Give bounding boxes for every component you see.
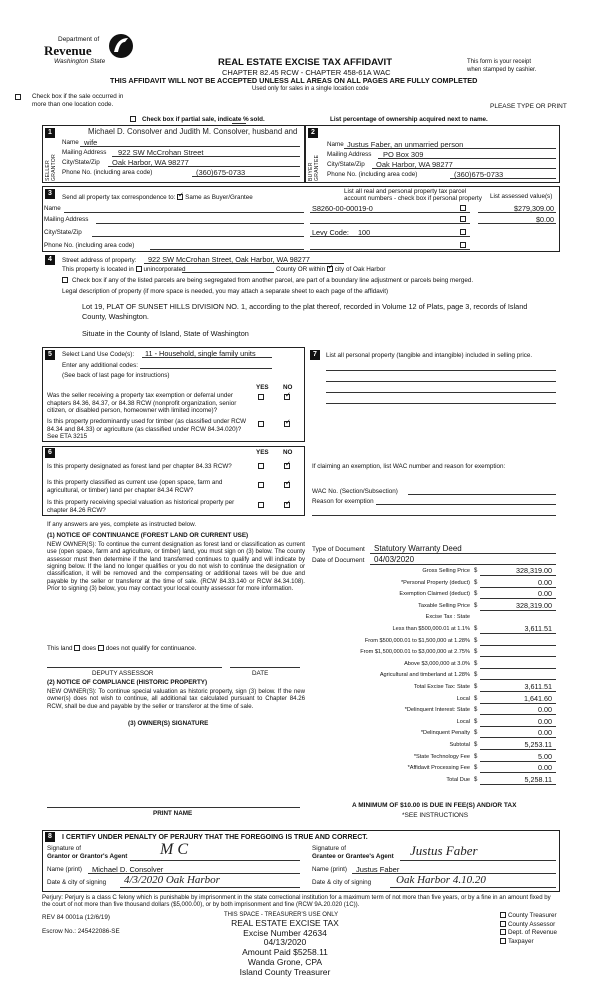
sec5-question-1: Was the seller receiving a property tax exemption or deferral under chapters 84.36, 84.37, or 84.38 RCW (nonprofit organization, senior citizen, or disabled person, homeowner with limited income)? [47, 392, 237, 415]
grantor-date-city[interactable]: 4/3/2020 Oak Harbor [124, 874, 220, 886]
notice-1-text: NEW OWNER(S): To continue the current designation as forest land or classification as current use (open space, farm and agriculture, or timber) land, you must sign on (3) below. The county assessor must then determine if the land transferred continues to qualify and will indicate by signing below. If the land no longer qualifies or you do not wish to continue the designation or classification, it will be removed and the compensating or additional taxes will be due and payable by the seller or transferor at the time of sale. (RCW 84.33.140 or RCW 84.34.108). Prior to signing (3) below, you may contact your local county assessor for more information. [47, 541, 305, 592]
seller-name-value[interactable]: Michael D. Consolver and Judith M. Consolver, husband and [88, 127, 298, 136]
buyer-city-value[interactable]: Oak Harbor, WA 98277 [376, 160, 453, 169]
seller-phone-label: Phone No. (including area code) [62, 169, 153, 176]
stamp-line-3: 04/13/2020 [263, 937, 307, 948]
partial-sale-checkbox[interactable] [130, 116, 136, 122]
section-4-badge: 4 [45, 255, 55, 265]
escrow-number: Escrow No.: 245422086-SE [42, 928, 120, 935]
tax-row-label: Excise Tax : State [425, 614, 470, 621]
buyer-name-label: Name [327, 141, 344, 148]
grantor-signature[interactable]: M C [160, 841, 188, 858]
section-5-badge: 5 [45, 350, 55, 360]
sec5-q2-yes[interactable] [258, 421, 264, 427]
agency-label: Revenue [44, 43, 92, 58]
corr-mailing-label: Mailing Address [44, 216, 89, 223]
rev-number: REV 84 0001a (12/6/19) [42, 914, 110, 921]
tax-row-currency: $ [474, 579, 478, 586]
copy-distribution [500, 912, 557, 946]
tax-row-currency: $ [474, 730, 478, 737]
tax-row-value[interactable]: 0.00 [538, 577, 552, 587]
tax-row-currency: $ [474, 684, 478, 690]
segregated-checkbox[interactable] [62, 277, 68, 283]
stamp-line-1: REAL ESTATE EXCISE TAX [231, 918, 339, 928]
tax-row-currency: $ [474, 672, 478, 679]
sec6-q3-yes[interactable] [258, 502, 264, 508]
located-line [62, 266, 186, 274]
land-use-value[interactable]: 11 - Household, single family units [145, 349, 256, 358]
sec6-no-header: NO [283, 449, 293, 456]
grantee-print-label: Name (print) [312, 866, 347, 873]
levy-code-label: Levy Code: [312, 228, 349, 237]
tax-row-currency: $ [474, 753, 478, 760]
grantee-date-city[interactable]: Oak Harbor 4.10.20 [396, 874, 486, 886]
parcel-number[interactable]: S8260-00-00019-0 [312, 204, 373, 213]
tax-row-value[interactable]: 0.00 [538, 589, 552, 599]
situate-text[interactable]: Situate in the County of Island, State of Washington [82, 329, 249, 338]
doc-type-label: Type of Document [312, 546, 365, 553]
grantee-print-name[interactable]: Justus Faber [356, 865, 400, 874]
tax-row-label: Agricultural and timberland at 1.28% [379, 672, 470, 679]
grantor-print-name[interactable]: Michael D. Consolver [92, 865, 164, 874]
tax-row-value[interactable]: 1,641.60 [524, 693, 552, 703]
legal-desc-2[interactable]: County, Washington. [82, 312, 149, 321]
tax-row-value[interactable]: 5,253.11 [524, 740, 552, 749]
tax-row-label: Exemption Claimed (deduct) [399, 591, 470, 598]
tax-row-label: Subtotal [449, 742, 470, 748]
tax-row-label: From $1,500,000.01 to $3,000,000 at 2.75% [360, 649, 470, 656]
copy-taxpayer-checkbox[interactable] [500, 938, 506, 944]
form-chapters: CHAPTER 82.45 RCW - CHAPTER 458-61A WAC [222, 68, 391, 77]
tax-row-label: *Delinquent Interest: State [404, 707, 470, 714]
within-line [276, 266, 386, 274]
unincorporated-label: unincorporated [143, 266, 186, 273]
ownership-label: List percentage of ownership acquired next to name. [330, 116, 488, 123]
parcel-4-personal-checkbox[interactable] [460, 242, 466, 248]
parcel-1-personal-checkbox[interactable] [460, 205, 466, 211]
does-not-label: does not qualify for continuance. [105, 645, 197, 652]
notice-2-title: (2) NOTICE OF COMPLIANCE (HISTORIC PROPERTY) [47, 679, 208, 686]
grantee-sig-label-2: Grantee or Grantee's Agent [312, 853, 394, 860]
land-does-line [47, 645, 196, 653]
section-3-badge: 3 [45, 189, 55, 199]
sec6-q3-no[interactable] [284, 502, 290, 508]
sec6-yes-header: YES [256, 449, 269, 456]
seller-mailing-value[interactable]: 922 SW McCrohan Street [118, 148, 204, 157]
partial-sold-label: sold. [250, 116, 265, 123]
parcels-header-1: List all real and personal property tax parcel [344, 188, 467, 195]
sec6-q2-yes[interactable] [258, 482, 264, 488]
legal-desc-1[interactable]: Lot 19, PLAT OF SUNSET HILLS DIVISION NO. 1, according to the plat thereof, recorded in Volume 12 of Plats, page 3, records of Island [82, 302, 528, 311]
notice-1-title: (1) NOTICE OF CONTINUANCE (FOREST LAND OR CURRENT USE) [47, 532, 249, 539]
street-address-value[interactable]: 922 SW McCrohan Street, Oak Harbor, WA 98277 [148, 255, 310, 264]
copy-dept-revenue: Dept. of Revenue [508, 929, 558, 936]
tax-row-currency: $ [474, 776, 478, 783]
sec5-q2-no[interactable] [284, 421, 290, 427]
used-only: Used only for sales in a single location code [252, 86, 369, 92]
tax-row-label: *Delinquent Penalty [420, 730, 470, 737]
tax-row-label: Less than $500,000.01 at 1.1% [392, 626, 470, 632]
send-correspondence-label [62, 194, 253, 202]
parcels-header-2: account numbers - check box if personal property [344, 195, 482, 202]
deputy-assessor-label: DEPUTY ASSESSOR [92, 670, 154, 677]
tax-row-label: *Affidavit Processing Fee [407, 765, 470, 772]
owner-signature-label: (3) OWNER(S) SIGNATURE [128, 720, 209, 727]
legal-desc-label: Legal description of property (if more space is needed, you may attach a separate sheet to each page of the affidavit) [62, 288, 389, 295]
seller-phone-value[interactable]: (360)675-0733 [196, 168, 246, 177]
send-correspondence-text: Send all property tax correspondence to: [62, 194, 176, 201]
copy-taxpayer: Taxpayer [508, 937, 534, 945]
same-as-buyer-checkbox[interactable] [177, 194, 183, 200]
tax-row-value[interactable]: 0.00 [538, 763, 552, 773]
tax-row-value[interactable]: 3,611.51 [524, 682, 552, 691]
personal-property-label: List all personal property (tangible and intangible) included in selling price. [326, 352, 533, 359]
grantor-sig-label-1: Signature of [47, 845, 81, 852]
form-title: REAL ESTATE EXCISE TAX AFFIDAVIT [218, 57, 393, 68]
sec5-no-header: NO [283, 384, 293, 391]
tax-row-currency: $ [474, 649, 478, 656]
minimum-note: A MINIMUM OF $10.00 IS DUE IN FEE(S) AND/OR TAX [352, 802, 517, 809]
tax-row-label: Local [456, 695, 470, 702]
tax-row-label: Total Due [446, 776, 470, 783]
corr-phone-label: Phone No. (including area code) [44, 242, 135, 249]
certify-text: I CERTIFY UNDER PENALTY OF PERJURY THAT THE FOREGOING IS TRUE AND CORRECT. [62, 834, 368, 841]
additional-codes-label: Enter any additional codes: [62, 362, 138, 369]
partial-sale-label: Check box if partial sale, indicate % [142, 116, 249, 123]
notice-2-text: NEW OWNER(S): To continue special valuation as historic property, sign (3) below. If the new owner(s) does not wish to continue, all additional tax calculated pursuant to Chapter 84.26 RCW, shall be due and payable by the seller or transferor at the time of sale. [47, 688, 305, 710]
grantee-signature[interactable]: Justus Faber [410, 843, 478, 858]
does-checkbox[interactable] [74, 645, 80, 651]
parcel-2-personal-checkbox[interactable] [460, 216, 466, 222]
tax-row-label: Gross Selling Price [422, 568, 470, 574]
corr-name-label: Name [44, 205, 61, 212]
tax-row-value[interactable]: 5,258.11 [524, 774, 552, 784]
parcel-3-personal-checkbox[interactable] [460, 229, 466, 235]
buyer-mailing-label: Mailing Address [327, 151, 372, 158]
does-label: does [82, 645, 96, 652]
city-of-label: city of Oak Harbor [334, 266, 386, 273]
assessed-value-2[interactable]: $0.00 [536, 215, 554, 224]
tax-row-currency: $ [474, 602, 478, 609]
doc-date-value[interactable]: 04/03/2020 [374, 555, 415, 564]
tax-row-currency: $ [474, 591, 478, 598]
tax-row-currency: $ [474, 765, 478, 772]
doc-type-value[interactable]: Statutory Warranty Deed [374, 544, 462, 553]
receipt-note-1: This form is your receipt [467, 59, 532, 65]
treasurer-only: THIS SPACE - TREASURER'S USE ONLY [224, 912, 339, 918]
treasurer-stamp [180, 919, 390, 977]
receipt-note-2: when stamped by cashier. [467, 67, 537, 73]
buyer-city-label: City/State/Zip [327, 161, 365, 168]
sec6-q1-no[interactable] [284, 463, 290, 469]
section-7-badge: 7 [310, 350, 320, 360]
land-label: This land [47, 645, 73, 652]
tax-row-label: *State Technology Fee [413, 753, 470, 760]
please-type: PLEASE TYPE OR PRINT [490, 103, 567, 110]
see-back-label: (See back of last page for instructions) [62, 372, 170, 379]
sec6-question-2: Is this property classified as current use (open space, farm and agricultural, or timber) land per chapter 84.34 RCW? [47, 479, 223, 494]
perjury-text: Perjury: Perjury is a class C felony which is punishable by imprisonment in the state correctional institution for a maximum term of not more than five years, or by a fine in an amount fixed by the court of not more than five thousand dollars ($5,000.00), or by both imprisonment and fine (RCW 9A.20.020 (1C)). [42, 894, 551, 909]
section-2-badge: 2 [308, 128, 318, 138]
tax-row-currency: $ [474, 568, 478, 574]
tax-row-value[interactable]: 3,611.51 [524, 624, 552, 633]
sec6-q1-yes[interactable] [258, 463, 264, 469]
revenue-logo-icon [108, 32, 134, 60]
levy-code-value[interactable]: 100 [358, 228, 371, 237]
corr-city-label: City/State/Zip [44, 229, 82, 236]
buyer-name-value[interactable]: Justus Faber, an unmarried person [347, 140, 464, 149]
see-instructions: *SEE INSTRUCTIONS [402, 812, 469, 819]
segregated-label: Check box if any of the listed parcels are being segregated from another parcel, are part of a boundary line adjustment or parcels being merged. [72, 277, 474, 284]
sec6-question-3: Is this property receiving special valuation as historical property per chapter 84.26 RCW? [47, 499, 235, 514]
state-label: Washington State [54, 58, 106, 65]
tax-row-value[interactable]: 328,319.00 [516, 566, 552, 575]
grantor-print-label: Name (print) [47, 866, 82, 873]
seller-city-value[interactable]: Oak Harbor, WA 98277 [112, 158, 189, 167]
buyer-side-label: BUYER GRANTEE [308, 154, 320, 181]
stamp-line-6: Island County Treasurer [239, 966, 331, 977]
grantor-date-label: Date & city of signing [47, 879, 107, 886]
sec5-q1-yes[interactable] [258, 394, 264, 400]
tax-row-value[interactable]: 5.00 [538, 751, 552, 761]
multi-location-label-2: more than one location code. [32, 101, 114, 108]
unincorporated-checkbox[interactable] [136, 266, 142, 272]
exemption-label: If claiming an exemption, list WAC number and reason for exemption: [312, 463, 506, 470]
copy-county-assessor-checkbox[interactable] [500, 921, 506, 927]
stamp-line-2: Excise Number 42634 [243, 927, 327, 938]
section-6-badge: 6 [45, 448, 55, 458]
tax-row-currency: $ [474, 718, 478, 725]
county-or-label: County OR within [276, 266, 325, 273]
sec6-q2-no[interactable] [284, 482, 290, 488]
tax-row-value[interactable]: 328,319.00 [516, 600, 552, 610]
copy-dept-revenue-checkbox[interactable] [500, 929, 506, 935]
seller-city-label: City/State/Zip [62, 159, 100, 166]
tax-row-label: *Personal Property (deduct) [400, 579, 470, 586]
tax-row-label: Above $3,000,000 at 3.0% [404, 660, 470, 667]
tax-row-label: Local [456, 718, 470, 725]
seller-name-2[interactable]: wife [84, 138, 98, 147]
doc-date-label: Date of Document [312, 557, 365, 564]
print-name-label: PRINT NAME [153, 810, 193, 817]
tax-row-label: Total Excise Tax: State [413, 684, 470, 690]
section-8-badge: 8 [45, 832, 55, 842]
same-as-buyer-label: Same as Buyer/Grantee [185, 194, 253, 201]
tax-row-label: From $500,000.01 to $1,500,000 at 1.28% [364, 637, 470, 644]
stamp-line-4: Amount Paid $5258.11 [242, 947, 328, 958]
assessed-header: List assessed value(s) [490, 193, 553, 200]
located-label: This property is located in [62, 266, 134, 273]
copy-county-assessor: County Assessor [508, 920, 556, 928]
any-yes-note: If any answers are yes, complete as instructed below. [47, 521, 197, 528]
wac-label: WAC No. (Section/Subsection) [312, 488, 398, 495]
buyer-phone-label: Phone No. (including area code) [327, 171, 418, 178]
does-not-checkbox[interactable] [98, 645, 104, 651]
tax-row-currency: $ [474, 695, 478, 702]
deputy-date-label: DATE [252, 670, 269, 677]
buyer-mailing-value[interactable]: PO Box 309 [383, 150, 424, 159]
multi-location-label-1: Check box if the sale occurred in [32, 93, 124, 100]
tax-row-value[interactable]: 0.00 [538, 705, 552, 715]
section-1-badge: 1 [45, 128, 55, 138]
copy-county-treasurer-checkbox[interactable] [500, 912, 506, 918]
sec5-yes-header: YES [256, 384, 269, 391]
seller-name-label: Name [62, 139, 79, 146]
tax-row-value[interactable]: 0.00 [538, 716, 552, 726]
tax-row-currency: $ [474, 637, 478, 644]
tax-row-label: Taxable Selling Price [418, 602, 470, 609]
sec5-q1-no[interactable] [284, 394, 290, 400]
revenue-logo [44, 34, 134, 70]
sec6-question-1: Is this property designated as forest land per chapter 84.33 RCW? [47, 463, 232, 470]
assessed-value-1[interactable]: $279,309.00 [514, 204, 554, 213]
copy-county-treasurer: County Treasurer [508, 912, 557, 919]
seller-mailing-label: Mailing Address [62, 149, 107, 156]
stamp-line-5: Wanda Grone, CPA [247, 956, 323, 967]
tax-row-currency: $ [474, 707, 478, 714]
tax-row-currency: $ [474, 742, 478, 748]
dept-label: Department of [58, 36, 100, 43]
grantee-sig-label-1: Signature of [312, 845, 346, 852]
multi-location-checkbox[interactable] [15, 94, 21, 100]
street-address-label: Street address of property: [62, 257, 137, 264]
reason-label: Reason for exemption [312, 498, 374, 505]
grantor-sig-label-2: Grantor or Grantor's Agent [47, 853, 128, 860]
seller-side-label: SELLER GRANTOR [45, 153, 57, 181]
tax-row-currency: $ [474, 660, 478, 667]
warning-text: THIS AFFIDAVIT WILL NOT BE ACCEPTED UNLESS ALL AREAS ON ALL PAGES ARE FULLY COMPLETED [110, 76, 478, 85]
tax-row-value[interactable]: 0.00 [538, 728, 552, 738]
land-use-label: Select Land Use Code(s): [62, 351, 135, 358]
tax-row-currency: $ [474, 626, 478, 632]
buyer-phone-value[interactable]: (360)675-0733 [454, 170, 504, 179]
city-checkbox[interactable] [327, 266, 333, 272]
grantee-date-label: Date & city of signing [312, 879, 372, 886]
sec5-question-2: Is this property predominantly used for timber (as classified under RCW 84.34 and 84.33) or agriculture (as classified under RCW 84.34.020)? See ETA 3215 [47, 418, 247, 441]
